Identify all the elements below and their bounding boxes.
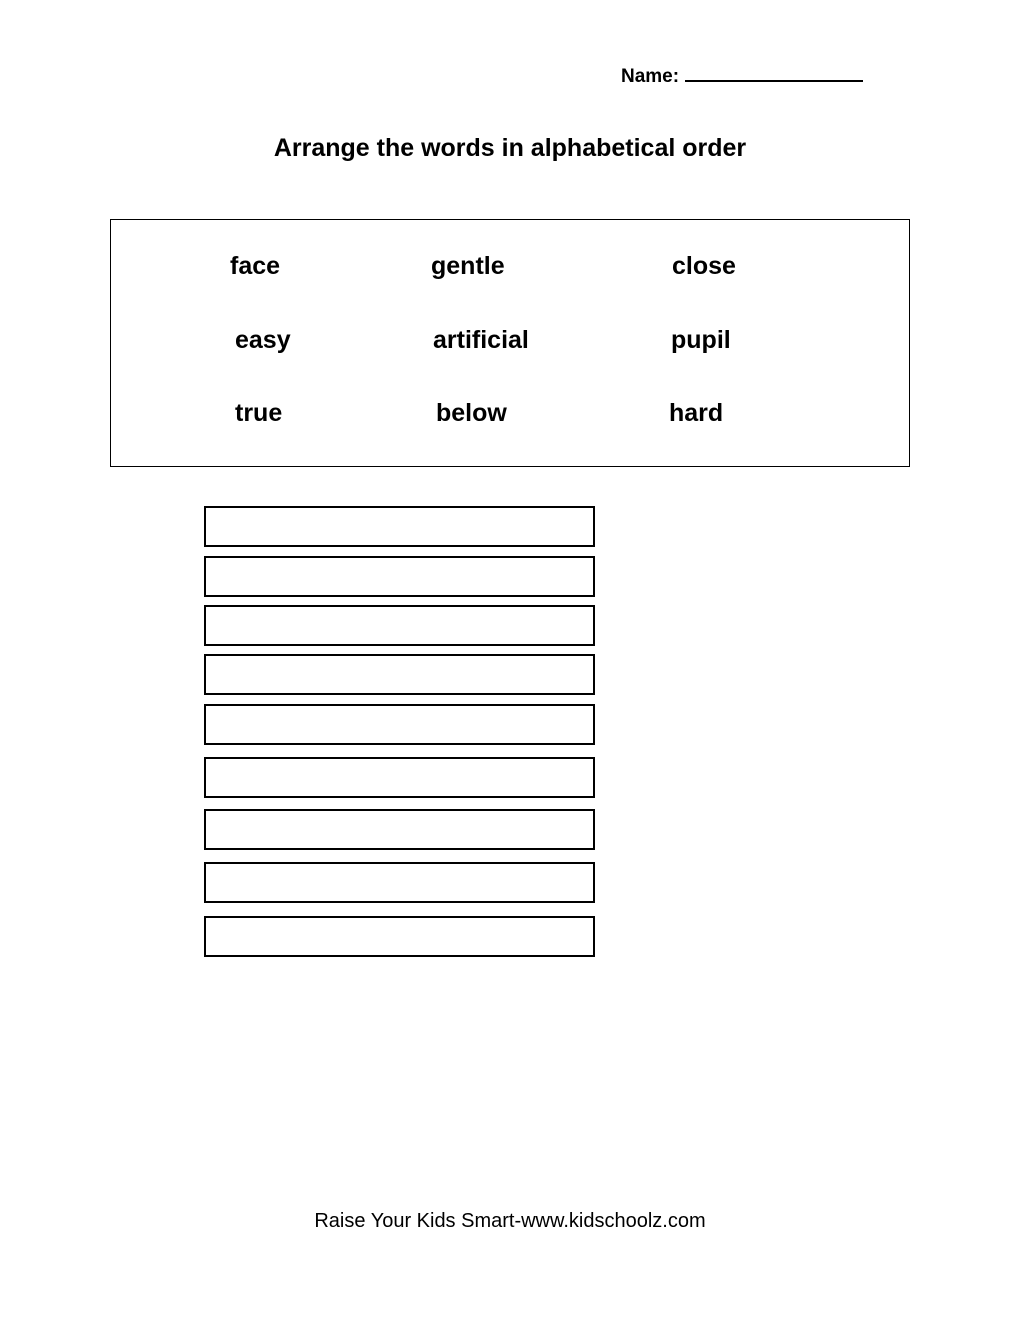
word-item: pupil: [671, 326, 731, 354]
name-field: [621, 62, 863, 88]
word-item: face: [230, 252, 281, 280]
word-item: artificial: [433, 326, 529, 354]
word-item: easy: [235, 326, 291, 354]
word-item: close: [672, 252, 736, 280]
answer-box[interactable]: [204, 605, 595, 646]
answer-box[interactable]: [204, 704, 595, 745]
answer-box[interactable]: [204, 916, 595, 957]
answer-box[interactable]: [204, 654, 595, 695]
word-bank: [110, 219, 910, 467]
answer-box[interactable]: [204, 862, 595, 903]
name-label: Name:: [621, 66, 680, 87]
name-blank-line[interactable]: [685, 62, 863, 82]
answer-box[interactable]: [204, 757, 595, 798]
answer-box[interactable]: [204, 556, 595, 597]
answer-box[interactable]: [204, 506, 595, 547]
word-item: true: [235, 399, 283, 427]
word-item: gentle: [431, 252, 505, 280]
footer-text: Raise Your Kids Smart-www.kidschoolz.com: [314, 1210, 706, 1232]
answer-box[interactable]: [204, 809, 595, 850]
worksheet-title: Arrange the words in alphabetical order: [273, 134, 747, 162]
word-item: below: [436, 399, 507, 427]
word-item: hard: [669, 399, 724, 427]
